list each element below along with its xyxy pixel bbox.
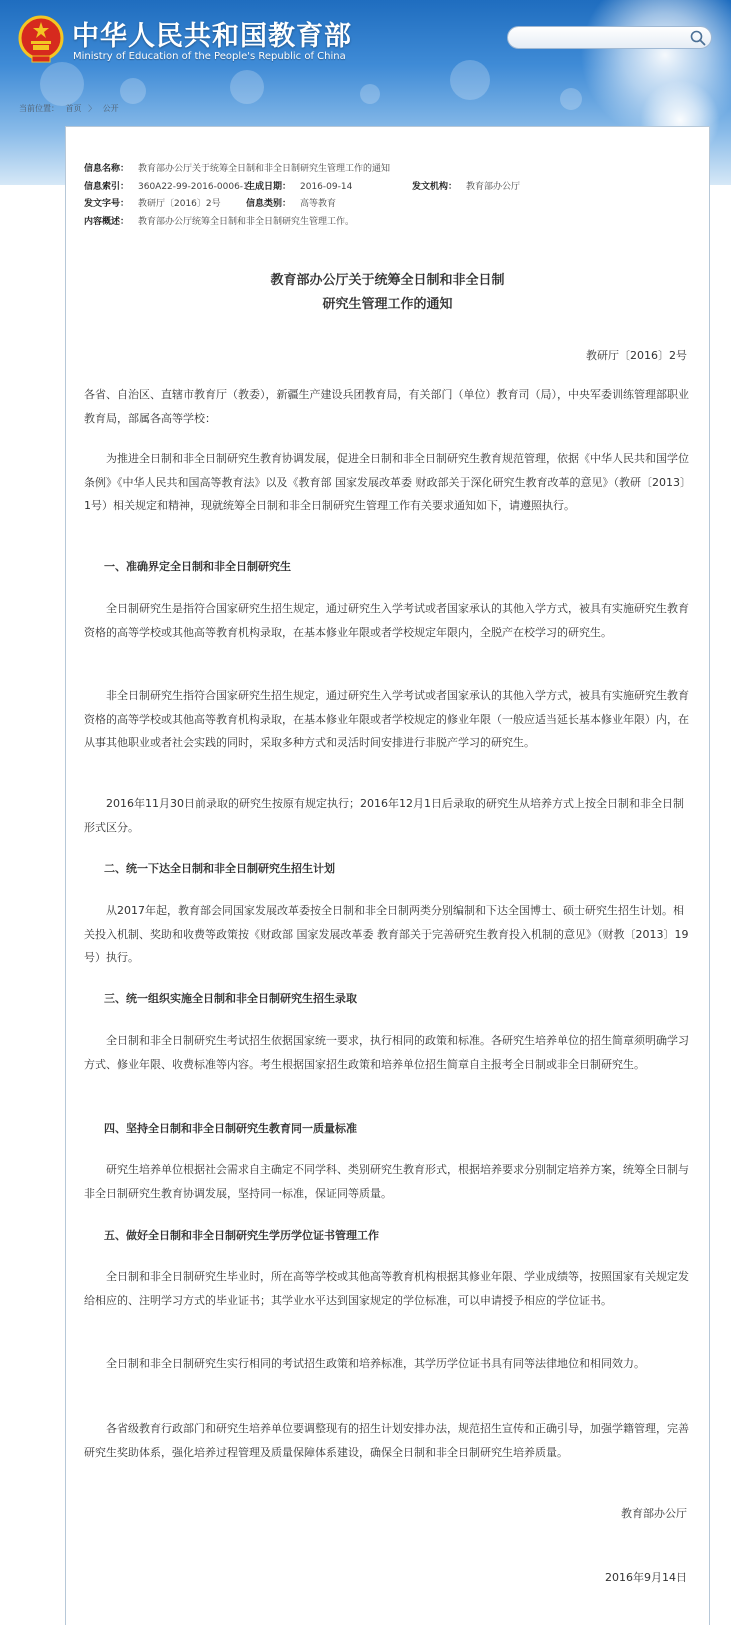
section-heading: 四、坚持全日制和非全日制研究生教育同一质量标准 xyxy=(104,1122,357,1135)
body-paragraph: 全日制和非全日制研究生毕业时，所在高等学校或其他高等教育机构根据其修业年限、学业成绩等，按照国家有关规定发给相应的、注明学习方式的毕业证书；其学业水平达到国家规定的学位标准，可以申请授予相应的学位证书。 xyxy=(84,1270,689,1307)
body-paragraph: 全日制和非全日制研究生考试招生依据国家统一要求，执行相同的政策和标准。各研究生培养单位的招生简章须明确学习方式、修业年限、收费标准等内容。考生根据国家招生政策和培养单位招生简章自主报考全日制或非全日制研究生。 xyxy=(84,1034,689,1071)
meta-label: 信息名称： xyxy=(84,164,130,174)
meta-value: 教育部办公厅统筹全日制和非全日制研究生管理工作。 xyxy=(138,216,355,227)
search-input[interactable] xyxy=(507,26,712,49)
meta-value: 教育部办公厅关于统筹全日制和非全日制研究生管理工作的通知 xyxy=(138,164,391,174)
article-panel xyxy=(65,126,710,1625)
body-paragraph: 全日制和非全日制研究生实行相同的考试招生政策和培养标准，其学历学位证书具有同等法律地位和相同效力。 xyxy=(106,1357,645,1370)
bokeh-decoration xyxy=(560,88,582,110)
section-heading: 五、做好全日制和非全日制研究生学历学位证书管理工作 xyxy=(104,1229,379,1242)
breadcrumb-item-public[interactable]: 公开 xyxy=(102,104,119,113)
bokeh-decoration xyxy=(360,84,380,104)
bokeh-decoration xyxy=(450,60,490,100)
intro-paragraph: 为推进全日制和非全日制研究生教育协调发展，促进全日制和非全日制研究生教育规范管理，依据《中华人民共和国学位条例》《中华人民共和国高等教育法》以及《教育部 国家发展改革委 财政部关于深化研究生教育改革的意见》（教研〔2013〕1号）相关规定和精神，现就统筹全日制和非全日制研究生管理工作有关要求通知如下，请遵照执行。 xyxy=(84,452,689,512)
breadcrumb-prefix: 当前位置： xyxy=(19,104,59,113)
signature-org: 教育部办公厅 xyxy=(621,1507,687,1520)
meta-value: 教育部办公厅 xyxy=(466,181,521,192)
bokeh-decoration xyxy=(40,62,84,106)
document-title-line2: 研究生管理工作的通知 xyxy=(322,297,453,312)
body-paragraph: 各省级教育行政部门和研究生培养单位要调整现有的招生计划安排办法，规范招生宣传和正确引导，加强学籍管理，完善研究生奖助体系，强化培养过程管理及质量保障体系建设，确保全日制和非全日制研究生培养质量。 xyxy=(84,1422,689,1459)
body-paragraph: 研究生培养单位根据社会需求自主确定不同学科、类别研究生教育形式，根据培养要求分别制定培养方案，统筹全日制与非全日制研究生教育协调发展，坚持同一标准，保证同等质量。 xyxy=(84,1163,689,1200)
meta-value: 高等教育 xyxy=(300,199,337,209)
search-icon[interactable] xyxy=(689,29,707,47)
body-paragraph: 2016年11月30日前录取的研究生按原有规定执行；2016年12月1日后录取的研究生从培养方式上按全日制和非全日制形式区分。 xyxy=(84,797,684,834)
addressees-paragraph: 各省、自治区、直辖市教育厅（教委），新疆生产建设兵团教育局，有关部门（单位）教育司（局），中央军委训练管理部职业教育局，部属各高等学校： xyxy=(84,388,689,425)
body-paragraph: 非全日制研究生指符合国家研究生招生规定，通过研究生入学考试或者国家承认的其他入学方式，被具有实施研究生教育资格的高等学校或其他高等教育机构录取，在基本修业年限或者学校规定的修业年限（一般应适当延长基本修业年限）内，在从事其他职业或者社会实践的同时，采取多种方式和灵活时间安排进行非脱产学习的研究生。 xyxy=(84,689,689,749)
breadcrumb-separator: 〉 xyxy=(88,104,97,113)
section-heading: 二、统一下达全日制和非全日制研究生招生计划 xyxy=(104,862,335,875)
meta-value: 2016-09-14 xyxy=(300,181,353,192)
document-title-line1: 教育部办公厅关于统筹全日制和非全日制 xyxy=(270,273,505,288)
site-subtitle: Ministry of Education of the People's Republic of China xyxy=(73,51,346,62)
document-number: 教研厅〔2016〕2号 xyxy=(586,349,687,362)
breadcrumb xyxy=(19,103,123,114)
bokeh-decoration xyxy=(230,70,264,104)
meta-label: 发文字号： xyxy=(84,199,130,209)
meta-value: 360A22-99-2016-0006-1 xyxy=(138,181,249,192)
bokeh-decoration xyxy=(120,78,146,104)
section-heading: 一、准确界定全日制和非全日制研究生 xyxy=(104,560,291,573)
national-emblem-icon xyxy=(18,14,64,64)
meta-label: 信息索引： xyxy=(84,181,130,192)
meta-label: 内容概述： xyxy=(84,216,130,227)
meta-label: 发文机构： xyxy=(412,181,458,192)
section-heading: 三、统一组织实施全日制和非全日制研究生招生录取 xyxy=(104,992,357,1005)
meta-label: 生成日期： xyxy=(246,181,292,192)
meta-label: 信息类别： xyxy=(246,199,292,209)
body-paragraph: 从2017年起，教育部会同国家发展改革委按全日制和非全日制两类分别编制和下达全国博士、硕士研究生招生计划。相关投入机制、奖助和收费等政策按《财政部 国家发展改革委 教育部关于完善研究生教育投入机制的意见》（财教〔2013〕19号）执行。 xyxy=(84,904,689,964)
signature-date: 2016年9月14日 xyxy=(605,1571,687,1584)
body-paragraph: 全日制研究生是指符合国家研究生招生规定，通过研究生入学考试或者国家承认的其他入学方式，被具有实施研究生教育资格的高等学校或其他高等教育机构录取，在基本修业年限或者学校规定年限内，全脱产在校学习的研究生。 xyxy=(84,602,689,639)
breadcrumb-item-home[interactable]: 首页 xyxy=(65,104,82,113)
site-title: 中华人民共和国教育部 xyxy=(72,21,352,52)
meta-value: 教研厅〔2016〕2号 xyxy=(138,199,221,209)
